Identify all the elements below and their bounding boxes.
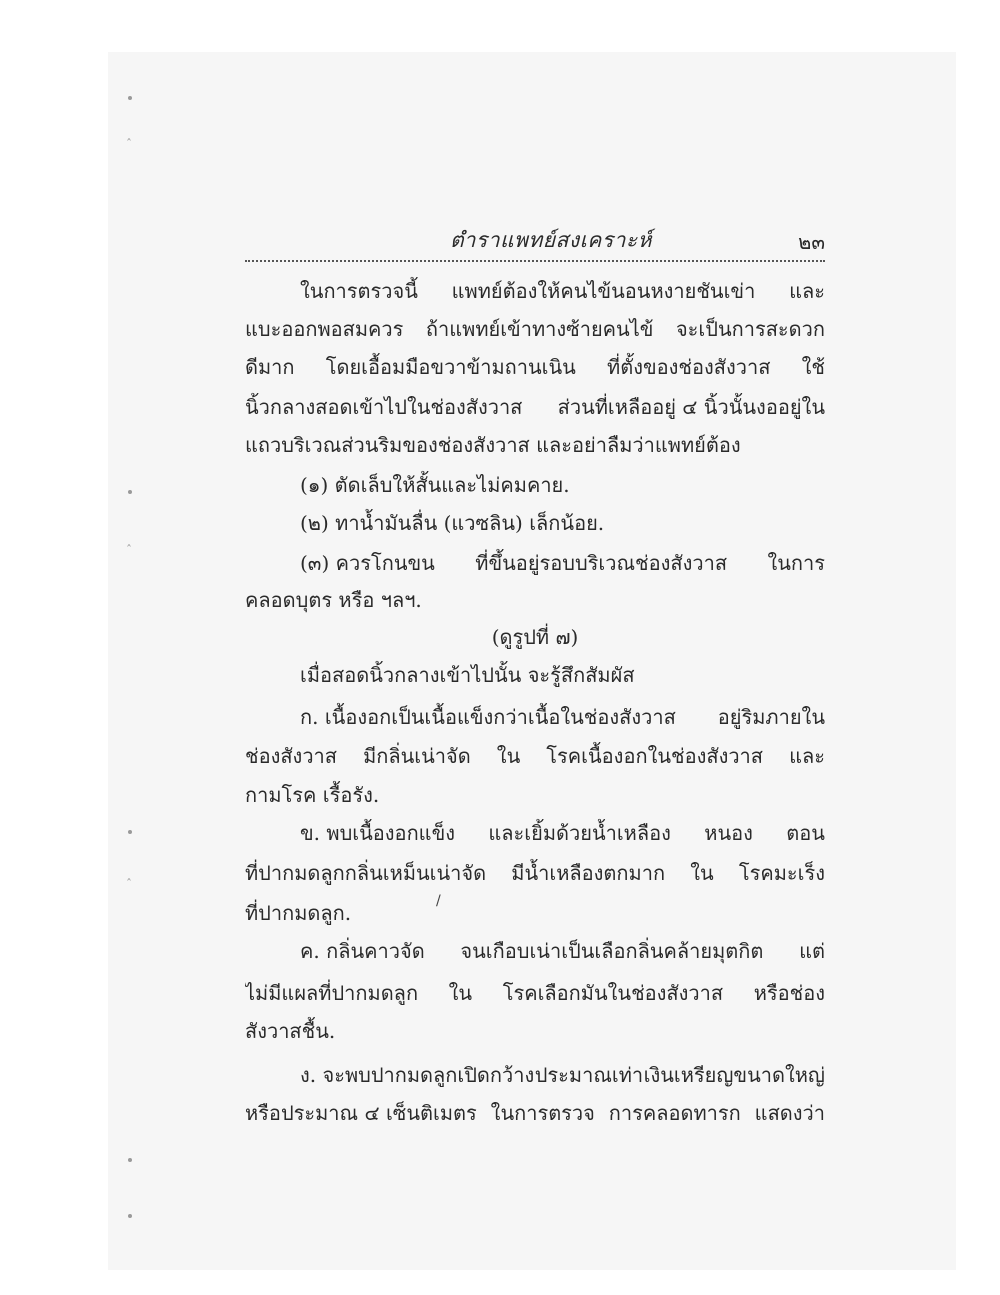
figure-reference: (ดูรูปที่ ๗) — [491, 625, 579, 649]
text-span: หรือประมาณ ๔ เซ็นติเมตร — [245, 1101, 477, 1125]
item-kho-line-1 — [300, 818, 825, 848]
text-span: ในการตรวจ — [490, 1101, 595, 1125]
paragraph-1-line-1 — [300, 276, 825, 306]
item-ko-line-2 — [245, 741, 825, 771]
text-span: มีน้ำเหลืองตกมาก — [511, 861, 666, 885]
text-span: แพทย์ต้องให้คนไข้นอนหงายชันเข่า — [451, 279, 756, 303]
text-span: ช่องสังวาส — [245, 744, 337, 768]
text-span: (๓) ควรโกนขน — [300, 551, 435, 575]
item-kho-khwai-line-1 — [300, 936, 825, 966]
text-span: นิ้วกลางสอดเข้าไปในช่องสังวาส — [245, 395, 523, 419]
paragraph-1-line-2 — [245, 314, 825, 344]
margin-speck — [128, 1158, 132, 1162]
text-span: ใน — [690, 861, 714, 885]
text-span: เงินเหรียญขนาดใหญ่ — [643, 1063, 825, 1087]
text-span: จนเกือบเน่าเป็นเลือกลิ่นคล้ายมุตกิต — [460, 939, 764, 963]
text-span: หนอง — [704, 821, 753, 845]
text-span: และ — [789, 279, 825, 303]
page-number: ๒๓ — [798, 230, 825, 254]
paragraph-1-line-5: แถวบริเวณส่วนริมของช่องสังวาส และอย่าลืมว่าแพทย์ต้อง — [245, 433, 741, 457]
margin-speck — [128, 96, 132, 100]
text-span: ไม่มีแผลที่ปากมดลูก — [245, 981, 419, 1005]
page-header — [245, 222, 825, 258]
item-ngo-line-2 — [245, 1098, 825, 1128]
item-ngo-line-1 — [300, 1060, 825, 1090]
item-ko-line-1 — [300, 702, 825, 732]
item-kho-khwai-line-3: สังวาสชื้น. — [245, 1019, 336, 1043]
paragraph-1-line-3 — [245, 352, 825, 382]
text-span: ใน — [448, 981, 473, 1005]
text-span: หรือช่อง — [753, 981, 825, 1005]
text-span: โรคมะเร็ง — [738, 861, 825, 885]
text-span: และเยิ้มด้วยน้ำเหลือง — [488, 821, 671, 845]
text-span: ที่ปากมดลูกกลิ่นเหม็นเน่าจัด — [245, 861, 487, 885]
text-span: ใช้ — [801, 355, 825, 379]
text-span: และ — [789, 744, 825, 768]
text-span: แสดงว่า — [754, 1101, 825, 1125]
text-span: ดีมาก — [245, 355, 295, 379]
text-span: ในการ — [767, 551, 825, 575]
header-divider — [245, 260, 825, 262]
text-span: โรคเนื้องอกในช่องสังวาส — [546, 744, 763, 768]
text-span: อยู่ริมภายใน — [717, 705, 825, 729]
text-span: ตอน — [786, 821, 825, 845]
text-span: การคลอดทารก — [608, 1101, 741, 1125]
text-span: ใน — [496, 744, 521, 768]
text-span: ถ้าแพทย์เข้าทางซ้ายคนไข้ — [425, 317, 654, 341]
text-span: ที่ตั้งของช่องสังวาส — [607, 355, 771, 379]
margin-speck: ˆ — [126, 543, 132, 557]
text-span: ข. พบเนื้องอกแข็ง — [300, 821, 455, 845]
item-kho-khwai-line-2 — [245, 978, 825, 1008]
text-span: ส่วนที่เหลืออยู่ ๔ นิ้วนั้นงออยู่ใน — [557, 395, 825, 419]
item-ko-line-3: กามโรค เรื้อรัง. — [245, 783, 380, 807]
text-span: แต่ — [799, 939, 825, 963]
paragraph-1-line-4 — [245, 392, 825, 422]
item-kho-line-3: ที่ปากมดลูก. — [245, 901, 352, 925]
list-item-3-line-2: คลอดบุตร หรือ ฯลฯ. — [245, 588, 422, 612]
stray-mark: / — [436, 893, 441, 909]
text-span: จะเป็นการสะดวก — [675, 317, 825, 341]
margin-speck — [128, 1214, 132, 1218]
running-title: ตำราแพทย์สงเคราะห์ — [450, 228, 653, 252]
text-span: ที่ขึ้นอยู่รอบบริเวณช่องสังวาส — [475, 551, 728, 575]
text-span: ประมาณเท่า — [534, 1063, 644, 1087]
text-span: ก. เนื้องอกเป็นเนื้อแข็งกว่าเนื้อในช่องสังวาส — [300, 705, 676, 729]
list-item-3-line-1 — [300, 548, 825, 578]
intro-sentence: เมื่อสอดนิ้วกลางเข้าไปนั้น จะรู้สึกสัมผัส — [300, 663, 635, 687]
text-span: มีกลิ่นเน่าจัด — [363, 744, 471, 768]
margin-speck — [128, 830, 132, 834]
margin-speck: ˆ — [126, 137, 132, 151]
item-kho-line-2 — [245, 858, 825, 888]
text-span: ง. จะพบปากมดลูกเปิดกว้าง — [300, 1063, 535, 1087]
list-item-1: (๑) ตัดเล็บให้สั้นและไม่คมคาย. — [300, 473, 570, 497]
text-span: โรคเลือกมันในช่องสังวาส — [502, 981, 724, 1005]
list-item-2: (๒) ทาน้ำมันลื่น (แวซลิน) เล็กน้อย. — [300, 511, 605, 535]
text-span: ในการตรวจนี้ — [300, 279, 418, 303]
margin-speck: ˆ — [126, 877, 132, 891]
text-span: แบะออกพอสมควร — [245, 317, 404, 341]
margin-speck — [128, 490, 132, 494]
text-span: โดยเอื้อมมือขวาข้ามถานเนิน — [325, 355, 576, 379]
text-span: ค. กลิ่นคาวจัด — [300, 939, 425, 963]
